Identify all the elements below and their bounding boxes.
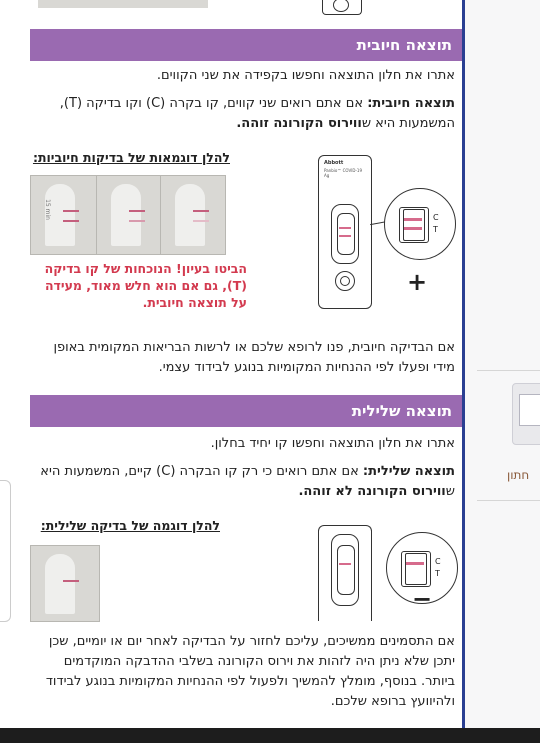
neg-c-label: C [435,557,441,566]
top-photo-fragment [38,0,208,8]
neg-t-label: T [435,569,440,578]
negative-description [30,462,455,502]
right-pane [465,0,540,743]
positive-test-device [318,155,372,309]
negative-sign-icon: − [412,585,433,613]
photo-label: 15 min [43,199,51,220]
t-label: T [433,225,438,234]
positive-magnifier [384,188,456,260]
positive-examples-heading: להלן דוגמאות של בדיקות חיוביות: [32,150,230,165]
negative-advice: אם התסמינים ממשיכים, עליכם לחזור על הבדיקה לאחר יום או יומיים, שכן יתכן שלא ניתן היה לזהות את וירוס הקורונה בשלבי ההדבקה המוקדמים ביותר. בנוסף, מומלץ להמשיך ולפעול לפי ההנחיות המקומיות בנוגע לבידוד ולהיוועץ ברופא שלכם. [45,634,455,709]
sample-well [335,271,355,291]
positive-desc-bold: ווירוס הקורונה זוהה. [236,116,362,131]
negative-test-device [318,525,372,621]
negative-desc-bold: ווירוס הקורונה לא זוהה. [298,484,446,499]
right-pane-divider-2 [477,500,540,501]
device-brand: Abbott [324,160,344,166]
device-product: Panbio™ COVID-19 Ag [324,168,362,178]
positive-instruction: אתרו את חלון התוצאה וחפשו בקפידה את שני הקווים. [156,68,455,83]
positive-label: תוצאה חיובית: [367,96,455,111]
positive-advice: אם הבדיקה חיובית, פנו לרופא שלכם או לרשות הבריאות המקומית באופן מידי ופעלו לפי ההנחיות המקומיות בנוגע לבידוד עצמי. [53,340,455,375]
negative-device-window [331,534,359,606]
negative-photo [30,545,100,622]
c-label: C [433,213,439,222]
right-pane-product-thumbnail[interactable] [512,383,540,445]
negative-instruction: אתרו את חלון התוצאה וחפשו קו יחיד בחלון. [210,436,455,451]
negative-result-header: תוצאה שלילית [30,395,462,427]
positive-description [30,94,455,134]
negative-desc-text: אם אתם רואים כי רק קו הבקרה (C) קיים, המשמעות היא ש [40,464,455,499]
right-pane-text[interactable]: חתון [507,468,530,482]
top-device-fragment [322,0,362,15]
positive-result-header: תוצאה חיובית [30,29,462,61]
positive-photo-2 [96,175,162,255]
positive-sign-icon: + [407,268,428,296]
positive-desc-text: אם אתם רואים שני קווים, קו בקרה (C) וקו בדיקה (T), המשמעות היא ש [59,96,455,131]
left-drawer-handle[interactable] [0,480,11,622]
positive-warning: הביטו בעיון! הנוכחות של קו בדיקה (T), גם אם הוא חלש מאוד, מעידה על תוצאה חיובית. [44,261,247,310]
device-window [331,204,359,264]
bottom-bar [0,728,540,743]
positive-photo-3 [160,175,226,255]
negative-examples-heading: להלן דוגמה של בדיקה שלילית: [40,518,220,533]
negative-label: תוצאה שלילית: [362,464,455,479]
positive-photo-1 [30,175,98,255]
right-pane-divider [477,370,540,371]
